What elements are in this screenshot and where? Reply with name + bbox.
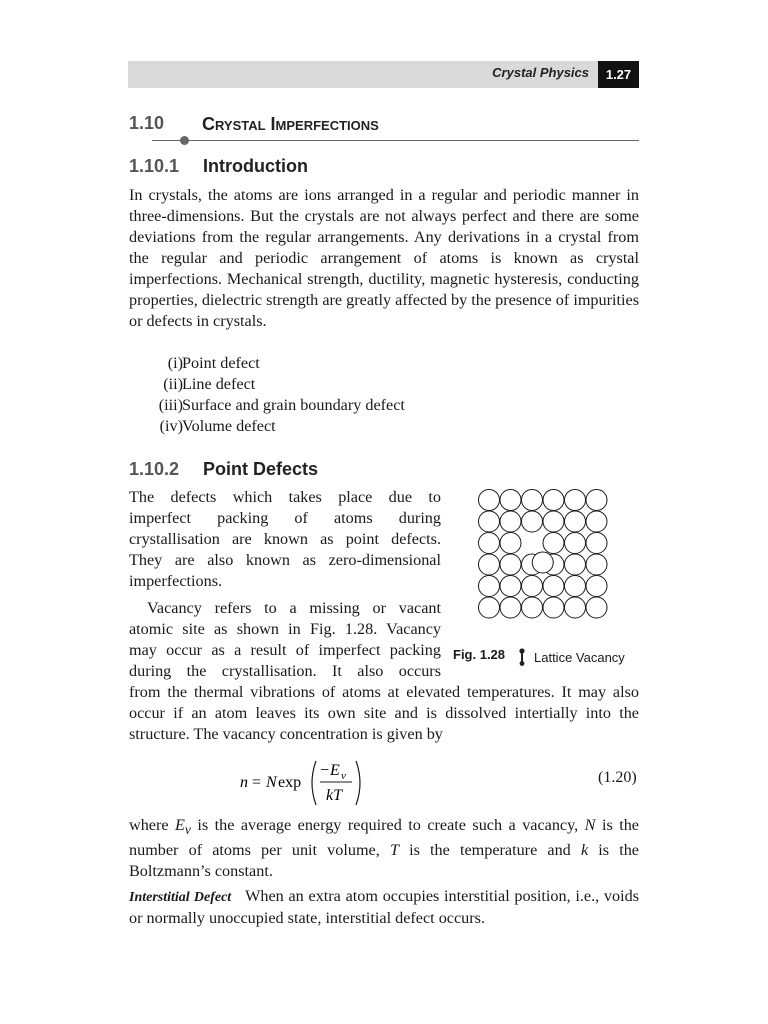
atom-circle bbox=[479, 576, 500, 597]
atom-circle bbox=[479, 597, 500, 618]
list-marker: (i) bbox=[167, 354, 183, 372]
subsection-title: Introduction bbox=[203, 156, 308, 176]
subsection-heading-point-defects bbox=[129, 459, 319, 480]
text-line: The defects which takes place due to bbox=[129, 488, 441, 506]
subsection-number: 1.10.2 bbox=[129, 459, 180, 479]
atom-circle bbox=[565, 554, 586, 575]
text-line: imperfect packing of atoms during bbox=[129, 509, 441, 527]
atom-circle bbox=[500, 554, 521, 575]
eq-num-sign: − bbox=[320, 762, 330, 779]
text-run: where bbox=[129, 816, 176, 834]
atom-circle bbox=[586, 490, 607, 511]
text-line: imperfections. bbox=[129, 572, 223, 590]
figure-caption bbox=[453, 646, 625, 665]
symbol-t: T bbox=[389, 841, 399, 860]
eq-num-sub: v bbox=[341, 770, 346, 782]
text-line: during the crystallisation. It also occurs bbox=[129, 662, 441, 680]
list-item bbox=[129, 395, 639, 416]
subsection-number: 1.10.1 bbox=[129, 156, 180, 176]
atom-circle bbox=[565, 511, 586, 532]
list-text: Point defect bbox=[182, 354, 260, 372]
run-in-heading: Interstitial Defect bbox=[129, 890, 232, 905]
atom-circle bbox=[479, 533, 500, 554]
atom-circle bbox=[543, 511, 564, 532]
page-number: 1.27 bbox=[598, 61, 639, 88]
text-line: may occur as a result of imperfect packing bbox=[129, 641, 441, 659]
atom-circle bbox=[500, 533, 521, 554]
eq-right-paren bbox=[356, 761, 360, 805]
eq-lhs: n bbox=[240, 774, 248, 791]
section-rule-dot bbox=[180, 136, 189, 145]
caption-separator-icon bbox=[518, 648, 526, 666]
list-item bbox=[129, 353, 639, 374]
symbol-k: k bbox=[580, 841, 589, 860]
atom-circle bbox=[565, 597, 586, 618]
atom-circle bbox=[500, 597, 521, 618]
list-text: Line defect bbox=[182, 375, 256, 393]
where-paragraph bbox=[129, 815, 639, 882]
atom-circle bbox=[479, 490, 500, 511]
atom-circle bbox=[565, 533, 586, 554]
atom-circle bbox=[586, 554, 607, 575]
atom-circle bbox=[543, 597, 564, 618]
intro-paragraph: In crystals, the atoms are ions arranged in a regular and periodic manner in three-dimensions. But the crystals are not always perfect and there are some deviations from the regular arrangements. Any derivations in a crystal from the regular and periodic arrangement of atoms is known as crystal imperfections. Mechanical strength, ductility, magnetic hysteresis, conducting properties, dielectric strength are greatly affected by the presence of impurities or defects in crystals. bbox=[129, 186, 639, 330]
atom-circle bbox=[479, 511, 500, 532]
atom-circle bbox=[565, 576, 586, 597]
text-line: They are also known as zero-dimensional bbox=[129, 551, 441, 569]
atom-circle bbox=[543, 576, 564, 597]
atom-circle bbox=[586, 511, 607, 532]
eq-denominator: kT bbox=[326, 787, 342, 804]
interstitial-paragraph bbox=[129, 886, 639, 929]
vacancy-equation bbox=[240, 757, 380, 814]
atom-circle bbox=[522, 511, 543, 532]
equation-render bbox=[240, 757, 380, 809]
equation-number: (1.20) bbox=[598, 769, 637, 786]
symbol-n: N bbox=[584, 816, 596, 834]
running-title: Crystal Physics bbox=[492, 65, 589, 80]
atom-circle bbox=[543, 490, 564, 511]
text-run: is the average energy required to create such a vacancy, bbox=[190, 816, 585, 834]
list-marker: (iii) bbox=[158, 396, 183, 414]
text-line: crystallisation are known as point defects. bbox=[129, 530, 441, 548]
eq-left-paren bbox=[312, 761, 316, 805]
atom-circle bbox=[565, 490, 586, 511]
symbol-ev: E bbox=[175, 816, 185, 834]
atom-circle bbox=[586, 533, 607, 554]
list-marker: (iv) bbox=[159, 417, 183, 435]
eq-equals: = bbox=[252, 774, 262, 791]
defect-list bbox=[129, 353, 639, 437]
list-text: Volume defect bbox=[182, 417, 276, 435]
figure-title: Lattice Vacancy bbox=[534, 650, 625, 665]
text-run: is the temperature and bbox=[398, 841, 581, 860]
list-marker: (ii) bbox=[163, 375, 183, 393]
text-run: is the number of atoms per unit volume, bbox=[129, 816, 639, 860]
section-number: 1.10 bbox=[129, 113, 165, 133]
displaced-atom-circle bbox=[532, 552, 553, 573]
atom-circle bbox=[586, 576, 607, 597]
text-line: Vacancy refers to a missing or vacant bbox=[147, 599, 441, 617]
atom-circle bbox=[500, 576, 521, 597]
text-run: is the Boltzmann’s constant. bbox=[129, 841, 639, 881]
text-block: from the thermal vibrations of atoms at elevated temperatures. It may also occur if an atom leaves its own site and is dissolved intertially into the structure. The vacancy concentration is given by bbox=[129, 683, 639, 743]
figure-label: Fig. 1.28 bbox=[453, 647, 506, 662]
atom-circle bbox=[500, 490, 521, 511]
eq-func: exp bbox=[278, 774, 302, 791]
eq-num-var: E bbox=[330, 762, 340, 779]
list-item bbox=[129, 416, 639, 437]
text-line: atomic site as shown in Fig. 1.28. Vacancy bbox=[129, 620, 441, 638]
section-heading bbox=[129, 113, 379, 134]
symbol-ev-sub: v bbox=[184, 822, 191, 838]
list-text: Surface and grain boundary defect bbox=[182, 396, 405, 414]
subsection-heading-introduction bbox=[129, 156, 308, 177]
atom-circle bbox=[522, 597, 543, 618]
section-rule bbox=[152, 140, 639, 141]
atom-circle bbox=[479, 554, 500, 575]
section-title: Crystal Imperfections bbox=[202, 114, 379, 134]
atom-circle bbox=[522, 490, 543, 511]
atom-circle bbox=[500, 511, 521, 532]
list-item bbox=[129, 374, 639, 395]
eq-coef: N bbox=[266, 774, 277, 791]
atom-circle bbox=[586, 597, 607, 618]
atom-circle bbox=[543, 533, 564, 554]
running-header bbox=[128, 61, 639, 88]
atom-circle bbox=[522, 576, 543, 597]
lattice-vacancy-figure bbox=[478, 489, 610, 624]
subsection-title: Point Defects bbox=[203, 459, 319, 479]
text-run: When an extra atom occupies interstitial position, i.e., voids or normally unoccupied state, interstitial defect occurs. bbox=[129, 887, 640, 927]
